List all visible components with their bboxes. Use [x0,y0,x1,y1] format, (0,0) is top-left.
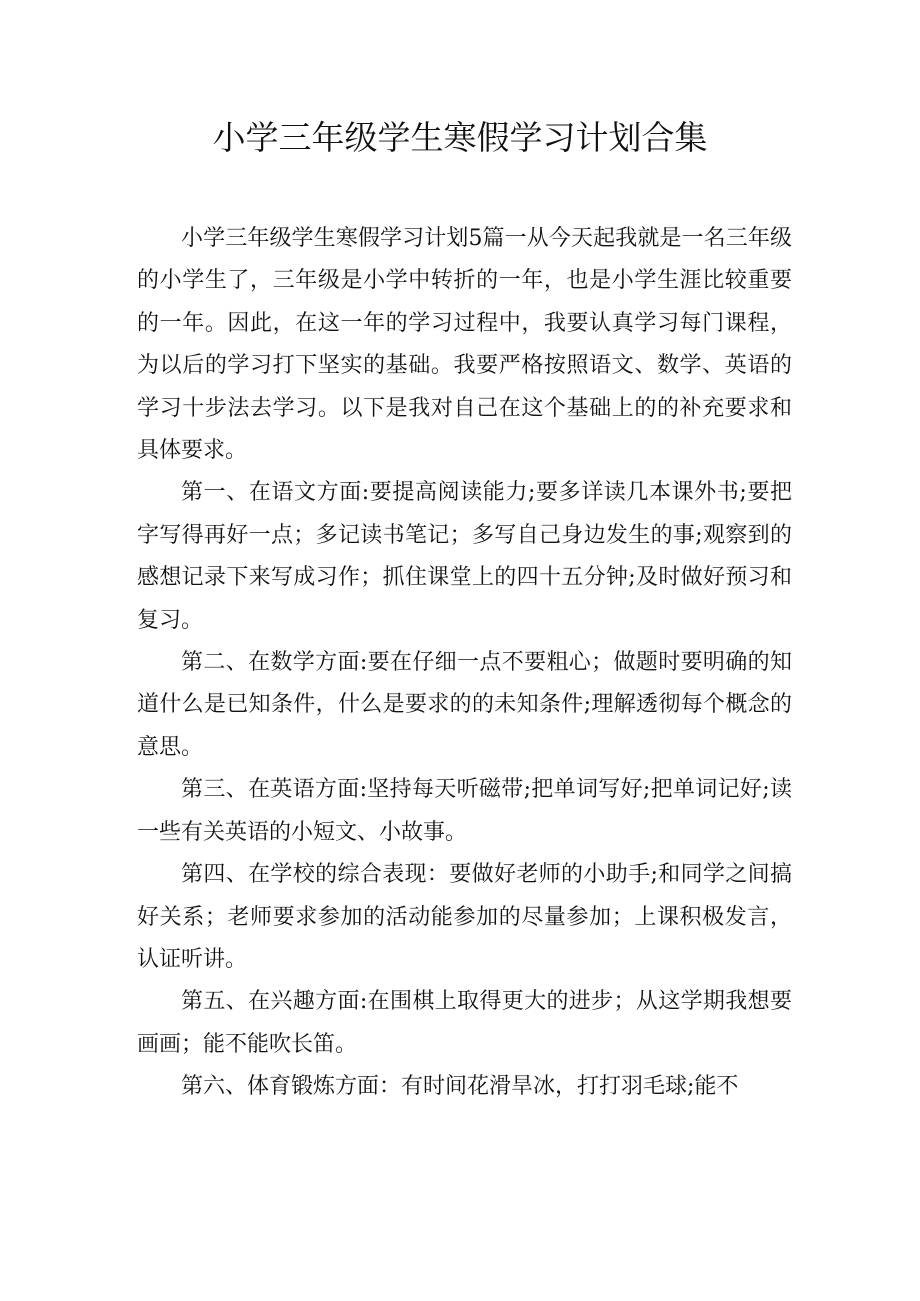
paragraph-interests: 第五、在兴趣方面:在围棋上取得更大的进步；从这学期我想要画画；能不能吹长笛。 [137,989,792,1057]
paragraph-sports: 第六、体育锻炼方面：有时间花滑旱冰，打打羽毛球;能不 [181,1074,739,1100]
paragraph-english: 第三、在英语方面:坚持每天听磁带;把单词写好;把单词记好;读一些有关英语的小短文、小故事。 [137,777,792,845]
paragraph-intro: 小学三年级学生寒假学习计划5篇一从今天起我就是一名三年级的小学生了，三年级是小学中转折的一年，也是小学生涯比较重要的一年。因此，在这一年的学习过程中，我要认真学习每门课程，为以后的学习打下坚实的基础。我要严格按照语文、数学、英语的学习十步法去学习。以下是我对自己在这个基础上的的补充要求和具体要求。 [137,226,792,464]
paragraph-chinese: 第一、在语文方面:要提高阅读能力;要多详读几本课外书;要把字写得再好一点；多记读书笔记；多写自己身边发生的事;观察到的感想记录下来写成习作；抓住课堂上的四十五分钟;及时做好预习和复习。 [137,480,792,633]
paragraph-math: 第二、在数学方面:要在仔细一点不要粗心；做题时要明确的知道什么是已知条件，什么是要求的的未知条件;理解透彻每个概念的意思。 [137,650,792,760]
document-title: 小学三年级学生寒假学习计划合集 [212,118,708,157]
paragraph-school: 第四、在学校的综合表现：要做好老师的小助手;和同学之间搞好关系；老师要求参加的活动能参加的尽量参加；上课积极发言，认证听讲。 [137,862,792,972]
document-body [137,218,792,1109]
